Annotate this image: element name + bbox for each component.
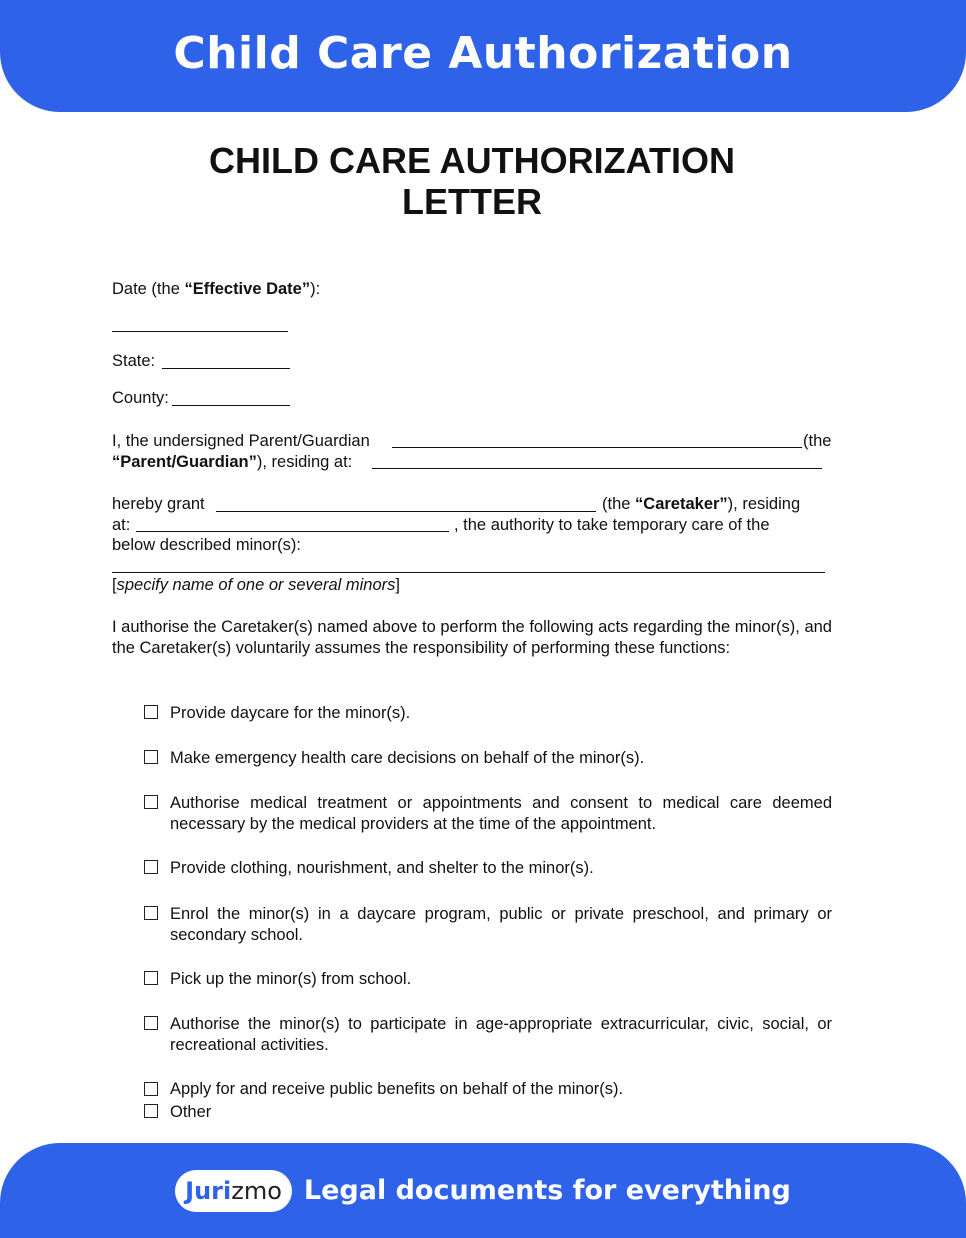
- top-banner: [0, 0, 966, 112]
- checklist-item-daycare: Provide daycare for the minor(s).: [170, 704, 411, 722]
- logo-text-part2: zmo: [231, 1176, 282, 1205]
- caretaker-label: (the “Caretaker”), residing: [602, 495, 801, 513]
- document-title-line1: CHILD CARE AUTHORIZATION: [209, 140, 735, 181]
- parent-address-field[interactable]: [372, 468, 822, 469]
- minors-label: below described minor(s):: [112, 536, 301, 554]
- checklist-item-pick-up: Pick up the minor(s) from school.: [170, 970, 412, 988]
- checkbox-clothing[interactable]: [144, 860, 158, 874]
- effective-date-label: Date (the “Effective Date”):: [112, 280, 321, 298]
- state-field[interactable]: [162, 368, 290, 369]
- effective-date-field[interactable]: [112, 331, 288, 332]
- checklist-item-activities: Authorise the minor(s) to participate in age-appropriate extracurricular, civic, social, or recreational activities.: [170, 1015, 832, 1054]
- checklist-item-other: Other: [170, 1103, 212, 1121]
- parent-residing-label: “Parent/Guardian”), residing at:: [112, 453, 353, 471]
- checkbox-other[interactable]: [144, 1104, 158, 1118]
- checkbox-emergency-health[interactable]: [144, 750, 158, 764]
- document-title: [0, 140, 944, 222]
- caretaker-name-field[interactable]: [216, 511, 596, 512]
- checklist-item-medical-treatment: Authorise medical treatment or appointments and consent to medical care deemed necessary by the medical providers at the time of the appointment.: [170, 794, 832, 833]
- jurizmo-logo[interactable]: [175, 1170, 292, 1212]
- footer-tagline: Legal documents for everything: [303, 1175, 791, 1206]
- checklist-item-enrol: Enrol the minor(s) in a daycare program, public or private preschool, and primary or secondary school.: [170, 905, 832, 944]
- caretaker-at-label: at:: [112, 516, 131, 534]
- state-label: State:: [112, 352, 156, 370]
- checkbox-public-benefits[interactable]: [144, 1082, 158, 1096]
- checkbox-pick-up[interactable]: [144, 971, 158, 985]
- checklist-item-clothing: Provide clothing, nourishment, and shelter to the minor(s).: [170, 859, 594, 877]
- checklist-item-public-benefits: Apply for and receive public benefits on behalf of the minor(s).: [170, 1080, 624, 1098]
- parent-the-label: (the: [803, 432, 832, 450]
- document-title-line2: LETTER: [402, 181, 542, 222]
- authority-text: , the authority to take temporary care of the: [454, 516, 770, 534]
- authorise-paragraph: I authorise the Caretaker(s) named above to perform the following acts regarding the minor(s), and the Caretaker(s) voluntarily assumes the responsibility of performing these functions:: [112, 618, 832, 657]
- checkbox-enrol[interactable]: [144, 906, 158, 920]
- footer-banner: [0, 1143, 966, 1238]
- parent-guardian-label: I, the undersigned Parent/Guardian: [112, 432, 370, 450]
- hereby-grant-label: hereby grant: [112, 495, 205, 513]
- caretaker-address-field[interactable]: [136, 531, 449, 532]
- county-field[interactable]: [172, 405, 290, 406]
- county-label: County:: [112, 389, 169, 407]
- specify-minors-hint: [specify name of one or several minors]: [112, 576, 400, 594]
- checkbox-medical-treatment[interactable]: [144, 795, 158, 809]
- logo-text-part1: Juri: [185, 1176, 232, 1205]
- checklist-item-emergency-health: Make emergency health care decisions on behalf of the minor(s).: [170, 749, 645, 767]
- checkbox-daycare[interactable]: [144, 705, 158, 719]
- banner-title: Child Care Authorization: [173, 27, 793, 79]
- checkbox-activities[interactable]: [144, 1016, 158, 1030]
- minors-names-field[interactable]: [112, 572, 825, 573]
- parent-guardian-name-field[interactable]: [392, 447, 802, 448]
